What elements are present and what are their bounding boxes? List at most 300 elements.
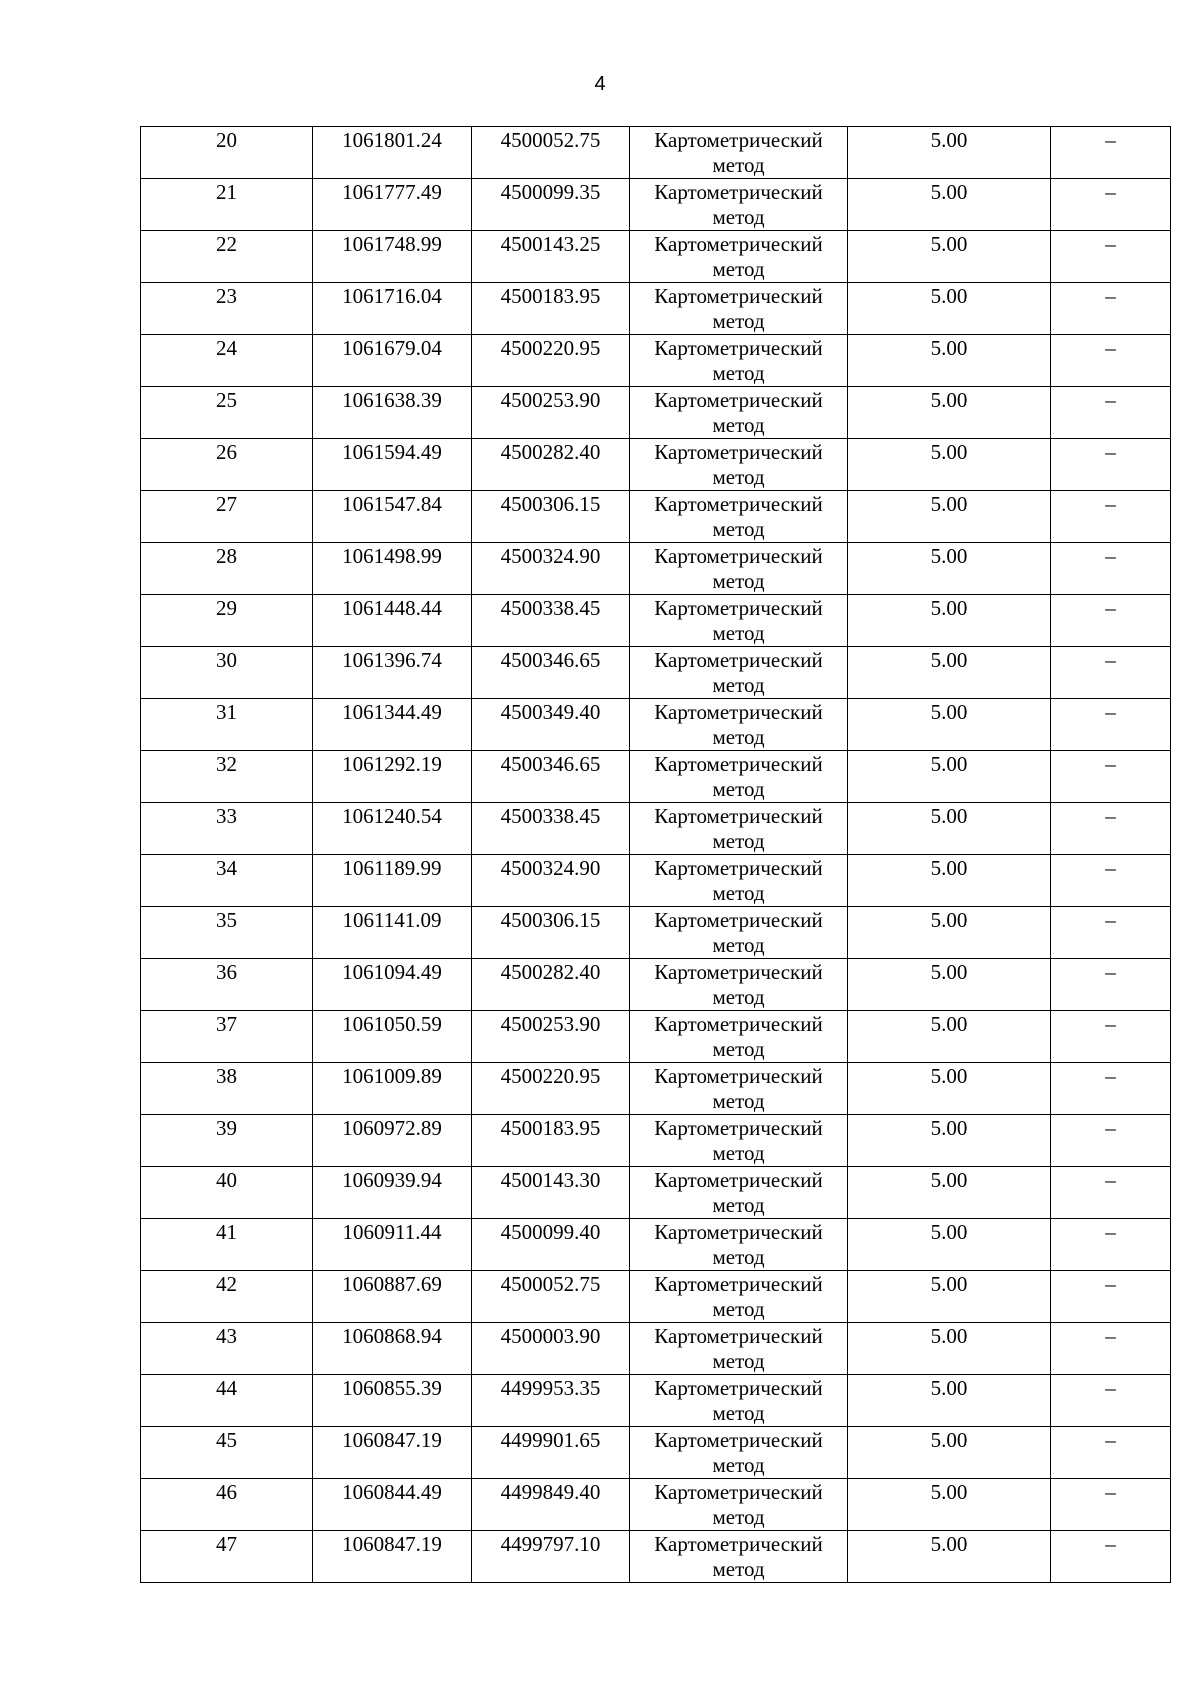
method-label-line1: Картометрический: [654, 284, 823, 308]
method-label-line2: метод: [712, 153, 765, 177]
y-coordinate: 4500324.90: [500, 856, 601, 880]
table-row: [141, 699, 1171, 751]
method-label-line1: Картометрический: [654, 336, 823, 360]
x-coordinate: 1061292.19: [342, 752, 442, 776]
table-row: [141, 1011, 1171, 1063]
coordinates-table: [140, 126, 1171, 1583]
y-coordinate: 4499797.10: [500, 1532, 601, 1556]
description-cell: [1051, 283, 1171, 335]
method-cell: [630, 647, 848, 699]
method-cell: [630, 1271, 848, 1323]
y-coordinate-cell: [472, 1531, 630, 1583]
accuracy-value: 5.00: [930, 1064, 968, 1088]
point-number: 34: [216, 856, 237, 880]
x-coordinate-cell: [313, 491, 472, 543]
x-coordinate-cell: [313, 855, 472, 907]
description-dash: –: [1105, 1272, 1116, 1296]
x-coordinate: 1061547.84: [342, 492, 442, 516]
point-number: 43: [216, 1324, 237, 1348]
description-dash: –: [1105, 128, 1116, 152]
y-coordinate: 4500346.65: [500, 648, 601, 672]
accuracy-cell: [848, 1323, 1051, 1375]
accuracy-cell: [848, 1531, 1051, 1583]
x-coordinate-cell: [313, 231, 472, 283]
method-cell: [630, 1479, 848, 1531]
method-label-line2: метод: [712, 1297, 765, 1321]
method-label-line1: Картометрический: [654, 700, 823, 724]
y-coordinate: 4499849.40: [500, 1480, 601, 1504]
method-label-line2: метод: [712, 985, 765, 1009]
x-coordinate: 1060939.94: [342, 1168, 442, 1192]
point-number: 25: [216, 388, 237, 412]
y-coordinate: 4500346.65: [500, 752, 601, 776]
method-cell: [630, 179, 848, 231]
point-number: 22: [216, 232, 237, 256]
table-row: [141, 387, 1171, 439]
y-coordinate-cell: [472, 231, 630, 283]
x-coordinate: 1061777.49: [342, 180, 442, 204]
method-label-line1: Картометрический: [654, 1064, 823, 1088]
description-cell: [1051, 1375, 1171, 1427]
description-dash: –: [1105, 1116, 1116, 1140]
point-number-cell: [141, 1427, 313, 1479]
point-number: 23: [216, 284, 237, 308]
y-coordinate-cell: [472, 335, 630, 387]
y-coordinate: 4500183.95: [500, 1116, 601, 1140]
accuracy-value: 5.00: [930, 596, 968, 620]
accuracy-cell: [848, 127, 1051, 179]
accuracy-cell: [848, 231, 1051, 283]
y-coordinate-cell: [472, 1115, 630, 1167]
method-label-line2: метод: [712, 569, 765, 593]
y-coordinate-cell: [472, 543, 630, 595]
y-coordinate-cell: [472, 283, 630, 335]
y-coordinate: 4500324.90: [500, 544, 601, 568]
method-label-line2: метод: [712, 933, 765, 957]
table-row: [141, 439, 1171, 491]
accuracy-cell: [848, 1427, 1051, 1479]
description-dash: –: [1105, 1532, 1116, 1556]
method-label-line2: метод: [712, 1453, 765, 1477]
description-dash: –: [1105, 1480, 1116, 1504]
method-label-line2: метод: [712, 673, 765, 697]
description-dash: –: [1105, 492, 1116, 516]
table-row: [141, 1427, 1171, 1479]
point-number-cell: [141, 231, 313, 283]
method-label-line1: Картометрический: [654, 440, 823, 464]
y-coordinate-cell: [472, 1479, 630, 1531]
description-cell: [1051, 439, 1171, 491]
accuracy-value: 5.00: [930, 648, 968, 672]
y-coordinate-cell: [472, 1427, 630, 1479]
x-coordinate: 1060972.89: [342, 1116, 442, 1140]
point-number: 27: [216, 492, 237, 516]
description-cell: [1051, 1219, 1171, 1271]
description-dash: –: [1105, 856, 1116, 880]
y-coordinate: 4500143.25: [500, 232, 601, 256]
point-number-cell: [141, 1323, 313, 1375]
method-label-line1: Картометрический: [654, 232, 823, 256]
y-coordinate-cell: [472, 595, 630, 647]
description-dash: –: [1105, 180, 1116, 204]
method-cell: [630, 751, 848, 803]
description-dash: –: [1105, 908, 1116, 932]
accuracy-value: 5.00: [930, 388, 968, 412]
method-label-line2: метод: [712, 1245, 765, 1269]
y-coordinate: 4500099.35: [500, 180, 601, 204]
y-coordinate-cell: [472, 1167, 630, 1219]
method-label-line2: метод: [712, 309, 765, 333]
y-coordinate-cell: [472, 1323, 630, 1375]
accuracy-cell: [848, 1011, 1051, 1063]
method-label-line1: Картометрический: [654, 1272, 823, 1296]
method-label-line2: метод: [712, 1193, 765, 1217]
description-dash: –: [1105, 1376, 1116, 1400]
table-body: [141, 127, 1171, 1583]
y-coordinate: 4499901.65: [500, 1428, 601, 1452]
accuracy-cell: [848, 387, 1051, 439]
table-row: [141, 335, 1171, 387]
point-number-cell: [141, 1011, 313, 1063]
table-row: [141, 1115, 1171, 1167]
description-cell: [1051, 1271, 1171, 1323]
x-coordinate: 1061498.99: [342, 544, 442, 568]
y-coordinate-cell: [472, 1375, 630, 1427]
y-coordinate: 4500282.40: [500, 960, 601, 984]
y-coordinate-cell: [472, 1063, 630, 1115]
point-number-cell: [141, 1375, 313, 1427]
accuracy-cell: [848, 179, 1051, 231]
point-number-cell: [141, 647, 313, 699]
y-coordinate: 4500306.15: [500, 492, 601, 516]
y-coordinate: 4499953.35: [500, 1376, 601, 1400]
table-row: [141, 907, 1171, 959]
point-number: 31: [216, 700, 237, 724]
table-row: [141, 647, 1171, 699]
x-coordinate: 1061240.54: [342, 804, 442, 828]
method-label-line1: Картометрический: [654, 492, 823, 516]
point-number-cell: [141, 1063, 313, 1115]
method-cell: [630, 1531, 848, 1583]
table-row: [141, 1167, 1171, 1219]
description-dash: –: [1105, 700, 1116, 724]
y-coordinate-cell: [472, 699, 630, 751]
method-label-line2: метод: [712, 777, 765, 801]
x-coordinate: 1061716.04: [342, 284, 442, 308]
x-coordinate: 1060868.94: [342, 1324, 442, 1348]
x-coordinate: 1061094.49: [342, 960, 442, 984]
x-coordinate: 1061189.99: [342, 856, 442, 880]
table-row: [141, 803, 1171, 855]
point-number-cell: [141, 595, 313, 647]
point-number: 38: [216, 1064, 237, 1088]
method-label-line2: метод: [712, 1505, 765, 1529]
method-label-line1: Картометрический: [654, 960, 823, 984]
table-row: [141, 1271, 1171, 1323]
description-cell: [1051, 751, 1171, 803]
accuracy-cell: [848, 907, 1051, 959]
accuracy-cell: [848, 1115, 1051, 1167]
point-number: 40: [216, 1168, 237, 1192]
description-dash: –: [1105, 1168, 1116, 1192]
accuracy-value: 5.00: [930, 336, 968, 360]
method-label-line2: метод: [712, 1349, 765, 1373]
y-coordinate-cell: [472, 127, 630, 179]
method-cell: [630, 1323, 848, 1375]
x-coordinate-cell: [313, 1531, 472, 1583]
description-dash: –: [1105, 1324, 1116, 1348]
point-number-cell: [141, 959, 313, 1011]
table-row: [141, 595, 1171, 647]
accuracy-value: 5.00: [930, 180, 968, 204]
y-coordinate-cell: [472, 1271, 630, 1323]
description-cell: [1051, 855, 1171, 907]
method-label-line2: метод: [712, 725, 765, 749]
y-coordinate: 4500052.75: [500, 128, 601, 152]
x-coordinate-cell: [313, 1479, 472, 1531]
method-label-line2: метод: [712, 413, 765, 437]
accuracy-value: 5.00: [930, 960, 968, 984]
y-coordinate: 4500338.45: [500, 596, 601, 620]
method-label-line2: метод: [712, 1141, 765, 1165]
accuracy-value: 5.00: [930, 1220, 968, 1244]
x-coordinate: 1060844.49: [342, 1480, 442, 1504]
accuracy-value: 5.00: [930, 492, 968, 516]
table-row: [141, 543, 1171, 595]
method-label-line1: Картометрический: [654, 128, 823, 152]
method-label-line2: метод: [712, 1089, 765, 1113]
accuracy-value: 5.00: [930, 544, 968, 568]
y-coordinate: 4500253.90: [500, 1012, 601, 1036]
point-number: 41: [216, 1220, 237, 1244]
accuracy-cell: [848, 283, 1051, 335]
x-coordinate-cell: [313, 1323, 472, 1375]
method-label-line2: метод: [712, 1557, 765, 1581]
description-dash: –: [1105, 284, 1116, 308]
accuracy-value: 5.00: [930, 856, 968, 880]
point-number-cell: [141, 1167, 313, 1219]
x-coordinate: 1061050.59: [342, 1012, 442, 1036]
description-dash: –: [1105, 1428, 1116, 1452]
description-cell: [1051, 1323, 1171, 1375]
x-coordinate-cell: [313, 595, 472, 647]
y-coordinate-cell: [472, 439, 630, 491]
description-dash: –: [1105, 544, 1116, 568]
point-number: 45: [216, 1428, 237, 1452]
x-coordinate: 1061141.09: [342, 908, 442, 932]
method-label-line2: метод: [712, 881, 765, 905]
point-number: 29: [216, 596, 237, 620]
method-cell: [630, 907, 848, 959]
y-coordinate-cell: [472, 647, 630, 699]
x-coordinate: 1061448.44: [342, 596, 442, 620]
method-cell: [630, 231, 848, 283]
description-dash: –: [1105, 648, 1116, 672]
point-number-cell: [141, 1531, 313, 1583]
table-row: [141, 855, 1171, 907]
x-coordinate-cell: [313, 283, 472, 335]
x-coordinate-cell: [313, 1011, 472, 1063]
method-cell: [630, 1011, 848, 1063]
point-number-cell: [141, 699, 313, 751]
y-coordinate: 4500282.40: [500, 440, 601, 464]
accuracy-cell: [848, 543, 1051, 595]
point-number: 30: [216, 648, 237, 672]
y-coordinate: 4500220.95: [500, 336, 601, 360]
method-cell: [630, 543, 848, 595]
method-cell: [630, 1375, 848, 1427]
point-number: 33: [216, 804, 237, 828]
y-coordinate: 4500052.75: [500, 1272, 601, 1296]
method-label-line1: Картометрический: [654, 180, 823, 204]
method-cell: [630, 283, 848, 335]
accuracy-value: 5.00: [930, 804, 968, 828]
accuracy-value: 5.00: [930, 1116, 968, 1140]
method-label-line2: метод: [712, 517, 765, 541]
method-label-line1: Картометрический: [654, 752, 823, 776]
x-coordinate-cell: [313, 647, 472, 699]
y-coordinate-cell: [472, 803, 630, 855]
x-coordinate-cell: [313, 387, 472, 439]
accuracy-cell: [848, 595, 1051, 647]
point-number-cell: [141, 803, 313, 855]
point-number: 37: [216, 1012, 237, 1036]
x-coordinate: 1060855.39: [342, 1376, 442, 1400]
description-cell: [1051, 803, 1171, 855]
method-label-line1: Картометрический: [654, 596, 823, 620]
y-coordinate-cell: [472, 179, 630, 231]
description-cell: [1051, 335, 1171, 387]
method-cell: [630, 855, 848, 907]
x-coordinate: 1060847.19: [342, 1428, 442, 1452]
method-label-line1: Картометрический: [654, 856, 823, 880]
x-coordinate: 1061396.74: [342, 648, 442, 672]
x-coordinate-cell: [313, 699, 472, 751]
point-number: 21: [216, 180, 237, 204]
point-number-cell: [141, 1115, 313, 1167]
description-cell: [1051, 1011, 1171, 1063]
y-coordinate-cell: [472, 1219, 630, 1271]
point-number-cell: [141, 491, 313, 543]
y-coordinate-cell: [472, 959, 630, 1011]
x-coordinate: 1061594.49: [342, 440, 442, 464]
point-number: 35: [216, 908, 237, 932]
accuracy-value: 5.00: [930, 1324, 968, 1348]
x-coordinate: 1061679.04: [342, 336, 442, 360]
description-dash: –: [1105, 596, 1116, 620]
method-label-line1: Картометрический: [654, 1012, 823, 1036]
accuracy-value: 5.00: [930, 1532, 968, 1556]
x-coordinate: 1061801.24: [342, 128, 442, 152]
x-coordinate-cell: [313, 179, 472, 231]
point-number-cell: [141, 543, 313, 595]
x-coordinate: 1061638.39: [342, 388, 442, 412]
method-cell: [630, 1427, 848, 1479]
x-coordinate-cell: [313, 1115, 472, 1167]
point-number-cell: [141, 1219, 313, 1271]
accuracy-cell: [848, 491, 1051, 543]
accuracy-value: 5.00: [930, 752, 968, 776]
description-cell: [1051, 491, 1171, 543]
accuracy-cell: [848, 959, 1051, 1011]
description-cell: [1051, 127, 1171, 179]
method-cell: [630, 335, 848, 387]
method-label-line2: метод: [712, 257, 765, 281]
method-label-line2: метод: [712, 465, 765, 489]
description-cell: [1051, 1115, 1171, 1167]
table-row: [141, 751, 1171, 803]
method-cell: [630, 491, 848, 543]
method-cell: [630, 699, 848, 751]
method-label-line1: Картометрический: [654, 1376, 823, 1400]
x-coordinate: 1061748.99: [342, 232, 442, 256]
method-label-line1: Картометрический: [654, 804, 823, 828]
point-number: 47: [216, 1532, 237, 1556]
accuracy-value: 5.00: [930, 1168, 968, 1192]
method-label-line2: метод: [712, 1037, 765, 1061]
x-coordinate: 1060911.44: [342, 1220, 442, 1244]
accuracy-cell: [848, 1375, 1051, 1427]
method-label-line1: Картометрический: [654, 908, 823, 932]
method-label-line1: Картометрический: [654, 1168, 823, 1192]
x-coordinate-cell: [313, 1375, 472, 1427]
x-coordinate: 1060887.69: [342, 1272, 442, 1296]
table-row: [141, 491, 1171, 543]
x-coordinate-cell: [313, 959, 472, 1011]
method-label-line2: метод: [712, 361, 765, 385]
x-coordinate-cell: [313, 1271, 472, 1323]
table-row: [141, 1219, 1171, 1271]
accuracy-value: 5.00: [930, 440, 968, 464]
point-number: 42: [216, 1272, 237, 1296]
accuracy-cell: [848, 699, 1051, 751]
description-cell: [1051, 699, 1171, 751]
point-number-cell: [141, 335, 313, 387]
accuracy-cell: [848, 1479, 1051, 1531]
description-cell: [1051, 179, 1171, 231]
x-coordinate-cell: [313, 1063, 472, 1115]
accuracy-value: 5.00: [930, 284, 968, 308]
y-coordinate: 4500306.15: [500, 908, 601, 932]
point-number-cell: [141, 387, 313, 439]
method-label-line2: метод: [712, 1401, 765, 1425]
y-coordinate-cell: [472, 855, 630, 907]
description-cell: [1051, 1479, 1171, 1531]
table-row: [141, 1323, 1171, 1375]
accuracy-value: 5.00: [930, 1480, 968, 1504]
method-label-line1: Картометрический: [654, 544, 823, 568]
method-label-line2: метод: [712, 621, 765, 645]
point-number-cell: [141, 1479, 313, 1531]
description-cell: [1051, 959, 1171, 1011]
y-coordinate-cell: [472, 907, 630, 959]
y-coordinate: 4500003.90: [500, 1324, 601, 1348]
point-number: 28: [216, 544, 237, 568]
method-cell: [630, 127, 848, 179]
point-number-cell: [141, 283, 313, 335]
description-cell: [1051, 1167, 1171, 1219]
accuracy-cell: [848, 335, 1051, 387]
description-dash: –: [1105, 232, 1116, 256]
description-cell: [1051, 647, 1171, 699]
description-cell: [1051, 543, 1171, 595]
description-cell: [1051, 595, 1171, 647]
description-cell: [1051, 1531, 1171, 1583]
page-number: 4: [594, 73, 606, 95]
point-number: 32: [216, 752, 237, 776]
x-coordinate-cell: [313, 127, 472, 179]
point-number: 26: [216, 440, 237, 464]
